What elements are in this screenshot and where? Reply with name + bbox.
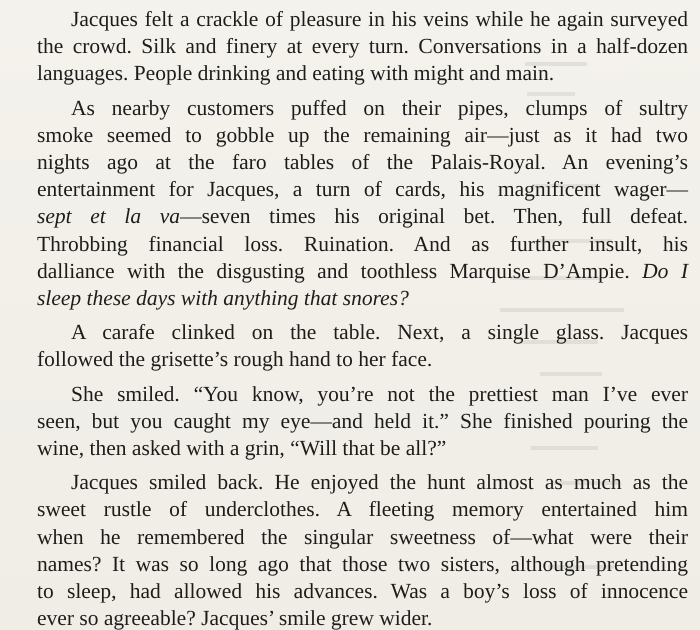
paragraph-5 [37, 469, 688, 630]
text-line: ever so agreeable? Jacques’ smile grew wider. [37, 606, 433, 630]
paragraph-1 [37, 6, 688, 88]
text-line: As nearby customers puffed on their pipes, clumps of sultry [71, 95, 688, 120]
paragraph-3 [37, 319, 688, 373]
paragraph-spacing [37, 88, 688, 95]
text-line: to sleep, had allowed his advances. Was a boy’s loss of innocence [37, 579, 688, 604]
text-line: She smiled. “You know, you’re not the prettiest man I’ve ever [71, 381, 688, 406]
text-line: Jacques smiled back. He enjoyed the hunt almost as much as the [71, 470, 688, 495]
text-line: followed the grisette’s rough hand to her face. [37, 347, 433, 372]
text-line: Jacques felt a crackle of pleasure in his veins while he again surveyed [71, 7, 688, 31]
text-fragment: —seven times his original bet. Then, full defeat. [180, 204, 689, 229]
text-line: seen, but you caught my eye—and held it.” She finished pouring the [37, 408, 688, 433]
italic-phrase: Do I [642, 258, 688, 283]
paragraph-spacing [37, 312, 688, 319]
paragraph-4 [37, 381, 688, 463]
text-line [37, 258, 688, 285]
text-line: wine, then asked with a grin, “Will that be all?” [37, 436, 447, 461]
text-line: languages. People drinking and eating with might and main. [37, 61, 555, 86]
text-fragment: dalliance with the disgusting and toothless Marquise D’Ampie. [37, 258, 643, 283]
italic-phrase: sept et la va [37, 204, 181, 229]
body-text [37, 6, 688, 630]
paragraph-2 [37, 95, 688, 313]
text-line: the crowd. Silk and finery at every turn. Conversations in a half-dozen [37, 34, 688, 59]
text-line: nights ago at the faro tables of the Palais-Royal. An evening’s [37, 150, 688, 175]
text-line: A carafe clinked on the table. Next, a single glass. Jacques [71, 320, 688, 345]
text-line: entertainment for Jacques, a turn of cards, his magnificent wager— [37, 177, 688, 202]
text-line: smoke seemed to gobble up the remaining air—just as it had two [37, 122, 688, 147]
text-line [37, 203, 688, 230]
paragraph-spacing [37, 374, 688, 381]
text-line: names? It was so long ago that those two sisters, although pretending [37, 551, 688, 576]
paragraph-spacing [37, 462, 688, 469]
text-line: Throbbing financial loss. Ruination. And as further insult, his [37, 231, 688, 256]
text-line: sweet rustle of underclothes. A fleeting memory entertained him [37, 497, 688, 522]
italic-line: sleep these days with anything that snores? [37, 286, 409, 311]
text-line: when he remembered the singular sweetness of—what were their [37, 524, 688, 549]
